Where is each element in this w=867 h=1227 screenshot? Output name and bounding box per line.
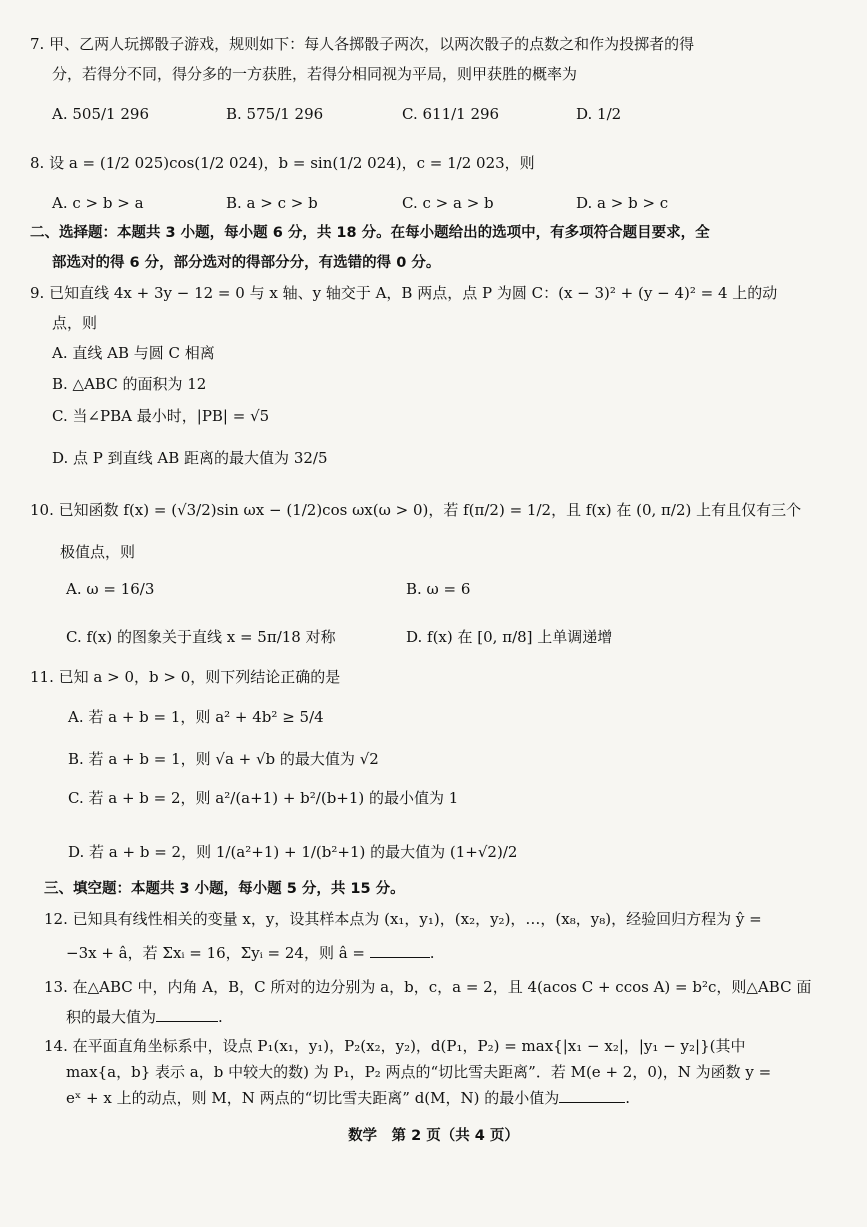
q10-line-2: 极值点，则 (60, 543, 136, 561)
q8-option-a: A. c > b > a (52, 194, 144, 212)
q14-line-3: eˣ + x 上的动点，则 M，N 两点的“切比雪夫距离” d(M，N) 的最小值为 . (66, 1089, 631, 1107)
q8-option-c: C. c > a > b (402, 194, 494, 212)
page-footer: 数学 第 2 页（共 4 页） (348, 1128, 519, 1144)
q14-line-2: max{a，b} 表示 a，b 中较大的数) 为 P₁，P₂ 两点的“切比雪夫距离”．若 M(e + 2，0)，N 为函数 y = (66, 1063, 772, 1081)
q7-option-b: B. 575/1 296 (226, 105, 324, 123)
q14-line-3-text: eˣ + x 上的动点，则 M，N 两点的“切比雪夫距离” d(M，N) 的最小值为 (66, 1089, 560, 1107)
q7-line-2: 分，若得分不同，得分多的一方获胜，若得分相同视为平局，则甲获胜的概率为 (52, 65, 578, 83)
q10-option-a: A. ω = 16/3 (66, 580, 155, 598)
q9-line-2: 点，则 (52, 314, 98, 332)
q11-option-a: A. 若 a + b = 1，则 a² + 4b² ≥ 5/4 (68, 708, 324, 726)
q14-line-1: 14. 在平面直角坐标系中，设点 P₁(x₁，y₁)，P₂(x₂，y₂)，d(P₁，P₂) = max{|x₁ − x₂|，|y₁ − y₂|}(其中 (44, 1037, 746, 1055)
q9-option-b: B. △ABC 的面积为 12 (52, 375, 207, 393)
q10-line-1: 10. 已知函数 f(x) = (√3/2)sin ωx − (1/2)cos ωx(ω > 0)，若 f(π/2) = 1/2，且 f(x) 在 (0, π/2) 上有且仅有三个 (30, 501, 802, 519)
q13-answer-blank[interactable] (156, 1007, 218, 1022)
q10-option-c: C. f(x) 的图象关于直线 x = 5π/18 对称 (66, 628, 336, 646)
q7-option-d: D. 1/2 (576, 105, 622, 123)
q13-line-2-text: 积的最大值为 (66, 1008, 157, 1026)
q12-line-2-text: −3x + â，若 Σxᵢ = 16，Σyᵢ = 24，则 â = (66, 944, 370, 962)
q8-line-1: 8. 设 a = (1/2 025)cos(1/2 024)，b = sin(1/2 024)，c = 1/2 023，则 (30, 154, 535, 172)
section-2-heading-line-1: 二、选择题：本题共 3 小题，每小题 6 分，共 18 分。在每小题给出的选项中，有多项符合题目要求，全 (30, 225, 710, 241)
q12-line-1: 12. 已知具有线性相关的变量 x，y，设其样本点为 (x₁，y₁)，(x₂，y₂)，…，(x₈，y₈)，经验回归方程为 ŷ = (44, 910, 762, 928)
q9-option-a: A. 直线 AB 与圆 C 相离 (52, 344, 215, 362)
q9-option-d: D. 点 P 到直线 AB 距离的最大值为 32/5 (52, 449, 328, 467)
q12-answer-blank[interactable] (370, 943, 430, 958)
section-3-heading: 三、填空题：本题共 3 小题，每小题 5 分，共 15 分。 (44, 881, 405, 897)
q10-option-d: D. f(x) 在 [0, π/8] 上单调递增 (406, 628, 613, 646)
q11-option-d: D. 若 a + b = 2，则 1/(a²+1) + 1/(b²+1) 的最大值为 (1+√2)/2 (68, 843, 518, 861)
q11-option-c: C. 若 a + b = 2，则 a²/(a+1) + b²/(b+1) 的最小值为 1 (68, 789, 459, 807)
q11-line-1: 11. 已知 a > 0，b > 0，则下列结论正确的是 (30, 668, 341, 686)
q8-option-d: D. a > b > c (576, 194, 669, 212)
q7-option-c: C. 611/1 296 (402, 105, 500, 123)
q10-option-b: B. ω = 6 (406, 580, 471, 598)
q14-answer-blank[interactable] (559, 1088, 625, 1103)
q9-option-c: C. 当∠PBA 最小时，|PB| = √5 (52, 407, 270, 425)
q12-line-2: −3x + â，若 Σxᵢ = 16，Σyᵢ = 24，则 â = . (66, 944, 435, 962)
q7-option-a: A. 505/1 296 (52, 105, 149, 123)
q13-line-2: 积的最大值为 . (66, 1008, 223, 1026)
q9-line-1: 9. 已知直线 4x + 3y − 12 = 0 与 x 轴、y 轴交于 A，B 两点，点 P 为圆 C：(x − 3)² + (y − 4)² = 4 上的动 (30, 284, 778, 302)
q11-option-b: B. 若 a + b = 1，则 √a + √b 的最大值为 √2 (68, 750, 379, 768)
section-2-heading-line-2: 部选对的得 6 分，部分选对的得部分分，有选错的得 0 分。 (52, 255, 441, 271)
q7-line-1: 7. 甲、乙两人玩掷骰子游戏，规则如下：每人各掷骰子两次，以两次骰子的点数之和作为投掷者的得 (30, 35, 695, 53)
q8-option-b: B. a > c > b (226, 194, 318, 212)
q13-line-1: 13. 在△ABC 中，内角 A，B，C 所对的边分别为 a，b，c，a = 2，且 4(acos C + ccos A) = b²c，则△ABC 面 (44, 978, 812, 996)
